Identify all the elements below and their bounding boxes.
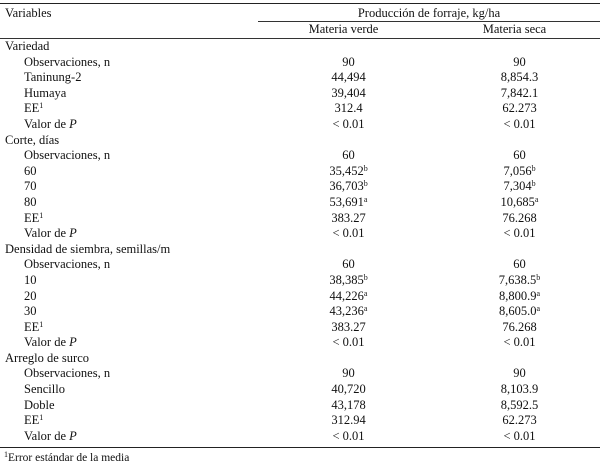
materia-verde-cell	[263, 413, 434, 429]
table-row	[0, 320, 600, 336]
materia-verde-cell	[263, 273, 434, 289]
header-group-title: Producción de forraje, kg/ha	[357, 6, 501, 20]
significance-letter: b	[363, 272, 368, 282]
data-table-body	[0, 39, 600, 444]
cell-value: 60	[342, 148, 355, 163]
materia-seca-cell	[434, 257, 600, 273]
row-label	[0, 211, 263, 227]
significance-letter: b	[536, 272, 541, 282]
row-label-text: 60	[24, 163, 37, 178]
cell-value: 60	[513, 257, 526, 272]
table-row	[0, 382, 600, 398]
label-footnote-marker: 1	[39, 101, 44, 111]
row-label	[0, 70, 263, 86]
label-italic-symbol: P	[69, 226, 77, 241]
cell-value: 90	[342, 54, 355, 69]
cell-value: 8,605.0	[498, 304, 537, 319]
row-label-text: Valor de	[24, 116, 66, 131]
row-label	[0, 382, 263, 398]
materia-verde-cell	[263, 289, 434, 305]
table-row	[0, 366, 600, 382]
materia-seca-cell	[434, 413, 600, 429]
table-row	[0, 304, 600, 320]
cell-value: 7,638.5	[498, 272, 537, 287]
materia-verde-cell	[263, 366, 434, 382]
materia-seca-cell	[434, 320, 600, 336]
cell-value: 76.268	[502, 319, 537, 334]
materia-verde-cell	[263, 133, 434, 149]
table-bottom-rule	[0, 447, 600, 448]
table-row	[0, 55, 600, 71]
materia-verde-cell	[263, 117, 434, 133]
materia-seca-cell	[434, 382, 600, 398]
label-footnote-marker: 1	[39, 210, 44, 220]
cell-value: 8,854.3	[500, 70, 539, 85]
materia-seca-cell	[434, 429, 600, 445]
row-label-text: 20	[24, 288, 37, 303]
row-label-text: 30	[24, 304, 37, 319]
section-label	[0, 39, 263, 55]
header-variables: Variables	[5, 6, 52, 20]
materia-seca-cell	[434, 148, 600, 164]
row-label	[0, 304, 263, 320]
table-row	[0, 226, 600, 242]
materia-verde-cell	[263, 148, 434, 164]
label-italic-symbol: P	[69, 335, 77, 350]
label-footnote-marker: 1	[39, 413, 44, 423]
significance-letter: b	[531, 163, 536, 173]
materia-seca-cell	[434, 179, 600, 195]
cell-value: 76.268	[502, 210, 537, 225]
significance-letter: b	[363, 163, 368, 173]
materia-seca-cell	[434, 273, 600, 289]
cell-value: 90	[513, 54, 526, 69]
cell-value: 38,385	[329, 272, 364, 287]
materia-verde-cell	[263, 164, 434, 180]
materia-verde-cell	[263, 335, 434, 351]
cell-value: < 0.01	[332, 116, 365, 131]
cell-value: 62.273	[502, 413, 537, 428]
materia-verde-cell	[263, 320, 434, 336]
cell-value: < 0.01	[503, 428, 536, 443]
table-row	[0, 273, 600, 289]
section-row	[0, 133, 600, 149]
materia-verde-cell	[263, 257, 434, 273]
materia-seca-cell	[434, 351, 600, 367]
cell-value: 7,304	[503, 179, 532, 194]
significance-letter: a	[363, 304, 368, 314]
table-row	[0, 86, 600, 102]
row-label-text: Observaciones, n	[24, 54, 111, 69]
cell-value: < 0.01	[332, 428, 365, 443]
table-row	[0, 117, 600, 133]
cell-value: 60	[342, 257, 355, 272]
materia-seca-cell	[434, 133, 600, 149]
materia-seca-cell	[434, 398, 600, 414]
row-label-text: Doble	[24, 397, 55, 412]
label-italic-symbol: P	[69, 428, 77, 443]
significance-letter: b	[363, 179, 368, 189]
cell-value: 312.4	[334, 101, 363, 116]
table-row	[0, 429, 600, 445]
materia-verde-cell	[263, 55, 434, 71]
materia-seca-cell	[434, 366, 600, 382]
materia-seca-cell	[434, 304, 600, 320]
significance-letter: a	[536, 304, 541, 314]
row-label	[0, 226, 263, 242]
cell-value: 62.273	[502, 101, 537, 116]
cell-value: 7,842.1	[500, 85, 539, 100]
row-label-text: Sencillo	[24, 382, 65, 397]
row-label-text: EE	[24, 413, 40, 428]
row-label	[0, 320, 263, 336]
cell-value: 8,103.9	[500, 382, 539, 397]
table-row	[0, 148, 600, 164]
row-label	[0, 257, 263, 273]
section-row	[0, 39, 600, 55]
significance-letter: b	[531, 179, 536, 189]
materia-seca-cell	[434, 86, 600, 102]
materia-verde-cell	[263, 382, 434, 398]
materia-verde-cell	[263, 211, 434, 227]
materia-verde-cell	[263, 242, 434, 258]
cell-value: 43,178	[331, 397, 366, 412]
row-label-text: 10	[24, 272, 37, 287]
table-row	[0, 398, 600, 414]
materia-seca-cell	[434, 55, 600, 71]
section-row	[0, 242, 600, 258]
row-label	[0, 164, 263, 180]
significance-letter: a	[536, 288, 541, 298]
row-label-text: Arreglo de surco	[5, 350, 89, 365]
footnote-text: Error estándar de la media	[8, 452, 130, 464]
label-italic-symbol: P	[69, 116, 77, 131]
row-label-text: Corte, días	[5, 132, 60, 147]
row-label	[0, 289, 263, 305]
row-label	[0, 195, 263, 211]
cell-value: 44,226	[329, 288, 364, 303]
materia-verde-cell	[263, 226, 434, 242]
materia-verde-cell	[263, 39, 434, 55]
cell-value: 43,236	[329, 304, 364, 319]
row-label-text: EE	[24, 101, 40, 116]
table-row	[0, 335, 600, 351]
table-row	[0, 101, 600, 117]
row-label-text: Taninung-2	[24, 70, 82, 85]
cell-value: 35,452	[329, 163, 364, 178]
row-label-text: Valor de	[24, 428, 66, 443]
row-label	[0, 335, 263, 351]
cell-value: < 0.01	[503, 335, 536, 350]
row-label-text: 70	[24, 179, 37, 194]
data-table	[0, 39, 600, 444]
materia-verde-cell	[263, 70, 434, 86]
significance-letter: a	[534, 194, 539, 204]
table-row	[0, 164, 600, 180]
header-materia-seca: Materia seca	[482, 22, 547, 36]
cell-value: 90	[513, 366, 526, 381]
cell-value: 383.27	[331, 319, 366, 334]
materia-verde-cell	[263, 195, 434, 211]
materia-seca-cell	[434, 289, 600, 305]
row-label-text: EE	[24, 319, 40, 334]
materia-seca-cell	[434, 211, 600, 227]
cell-value: 312.94	[331, 413, 366, 428]
table-row	[0, 257, 600, 273]
table-top-rule	[0, 3, 600, 4]
materia-verde-cell	[263, 398, 434, 414]
row-label	[0, 148, 263, 164]
cell-value: 8,592.5	[500, 397, 539, 412]
row-label	[0, 86, 263, 102]
cell-value: 36,703	[329, 179, 364, 194]
significance-letter: a	[363, 194, 368, 204]
row-label	[0, 117, 263, 133]
significance-letter: a	[363, 288, 368, 298]
cell-value: 44,494	[331, 70, 366, 85]
row-label-text: Valor de	[24, 226, 66, 241]
table-row	[0, 289, 600, 305]
cell-value: 40,720	[331, 382, 366, 397]
row-label	[0, 429, 263, 445]
cell-value: 383.27	[331, 210, 366, 225]
materia-seca-cell	[434, 242, 600, 258]
row-label-text: Valor de	[24, 335, 66, 350]
header-materia-verde: Materia verde	[308, 22, 379, 36]
materia-verde-cell	[263, 429, 434, 445]
section-label	[0, 351, 263, 367]
materia-verde-cell	[263, 179, 434, 195]
table-row	[0, 211, 600, 227]
row-label	[0, 398, 263, 414]
row-label-text: Observaciones, n	[24, 257, 111, 272]
materia-seca-cell	[434, 226, 600, 242]
row-label	[0, 366, 263, 382]
table-row	[0, 179, 600, 195]
cell-value: 10,685	[500, 194, 535, 209]
row-label-text: EE	[24, 210, 40, 225]
materia-verde-cell	[263, 86, 434, 102]
row-label-text: Humaya	[24, 85, 67, 100]
materia-seca-cell	[434, 164, 600, 180]
cell-value: < 0.01	[332, 226, 365, 241]
materia-seca-cell	[434, 101, 600, 117]
cell-value: 60	[513, 148, 526, 163]
row-label	[0, 413, 263, 429]
table-row	[0, 70, 600, 86]
materia-verde-cell	[263, 304, 434, 320]
row-label	[0, 179, 263, 195]
row-label-text: Observaciones, n	[24, 366, 111, 381]
table-row	[0, 413, 600, 429]
cell-value: 7,056	[503, 163, 532, 178]
cell-value: < 0.01	[503, 226, 536, 241]
section-label	[0, 133, 263, 149]
row-label	[0, 273, 263, 289]
materia-seca-cell	[434, 117, 600, 133]
cell-value: 39,404	[331, 85, 366, 100]
materia-verde-cell	[263, 101, 434, 117]
section-label	[0, 242, 263, 258]
row-label-text: 80	[24, 194, 37, 209]
table-row	[0, 195, 600, 211]
materia-seca-cell	[434, 335, 600, 351]
materia-verde-cell	[263, 351, 434, 367]
materia-seca-cell	[434, 39, 600, 55]
materia-seca-cell	[434, 70, 600, 86]
cell-value: 53,691	[329, 194, 364, 209]
row-label-text: Observaciones, n	[24, 148, 111, 163]
cell-value: < 0.01	[332, 335, 365, 350]
section-row	[0, 351, 600, 367]
row-label	[0, 101, 263, 117]
row-label-text: Variedad	[5, 39, 50, 53]
row-label	[0, 55, 263, 71]
cell-value: < 0.01	[503, 116, 536, 131]
cell-value: 90	[342, 366, 355, 381]
footnote: $^1$Error estándar de la media	[4, 450, 130, 464]
row-label-text: Densidad de siembra, semillas/m	[5, 241, 171, 256]
materia-seca-cell	[434, 195, 600, 211]
label-footnote-marker: 1	[39, 319, 44, 329]
cell-value: 8,800.9	[498, 288, 537, 303]
